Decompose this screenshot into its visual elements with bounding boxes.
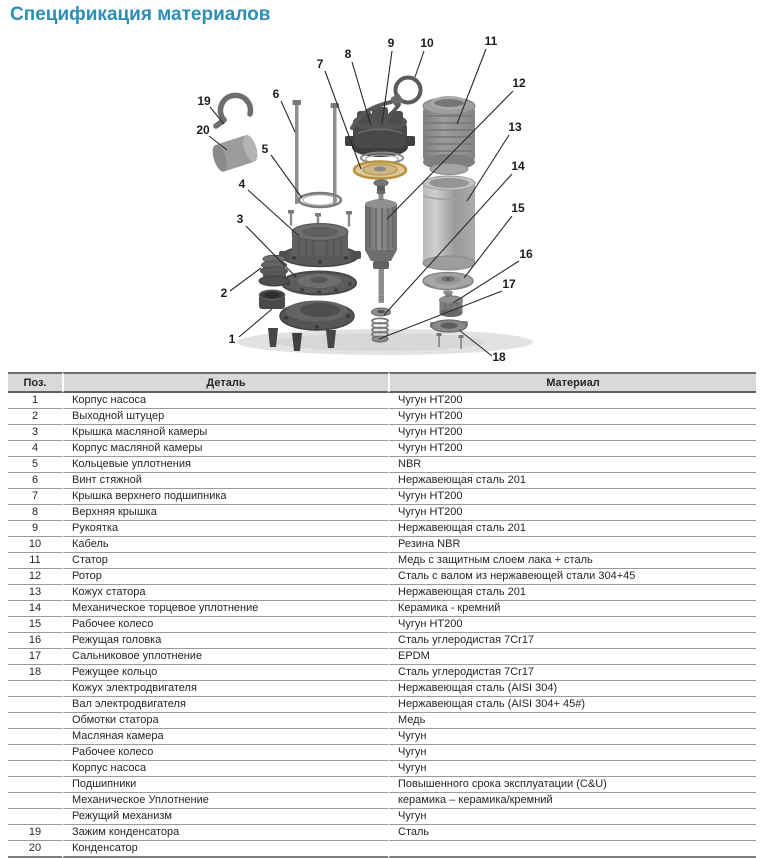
detail-cell: Рукоятка [62, 521, 388, 537]
detail-cell: Механическое торцевое уплотнение [62, 601, 388, 617]
table-row [8, 473, 756, 489]
pos-cell: 4 [8, 441, 62, 457]
table-row [8, 713, 756, 729]
pos-cell: 19 [8, 825, 62, 841]
pos-cell: 17 [8, 649, 62, 665]
material-cell: Чугун HT200 [388, 393, 756, 409]
detail-cell: Крышка верхнего подшипника [62, 489, 388, 505]
callout-number: 9 [387, 36, 395, 50]
oil-chamber-body-part [279, 224, 361, 267]
detail-cell: Корпус насоса [62, 393, 388, 409]
table-row [8, 777, 756, 793]
material-cell: Чугун HT200 [388, 425, 756, 441]
material-cell: Нержавеющая сталь 201 [388, 473, 756, 489]
callout-number: 2 [220, 286, 228, 300]
material-cell: Чугун [388, 729, 756, 745]
table-row [8, 793, 756, 809]
material-cell: Медь [388, 713, 756, 729]
pos-cell [8, 793, 62, 809]
material-cell: Нержавеющая сталь (AISI 304) [388, 681, 756, 697]
table-row [8, 441, 756, 457]
pos-cell [8, 681, 62, 697]
material-cell: Сталь [388, 825, 756, 841]
table-row [8, 601, 756, 617]
table-row [8, 569, 756, 585]
materials-table [8, 372, 756, 858]
material-cell: Нержавеющая сталь 201 [388, 585, 756, 601]
table-row [8, 553, 756, 569]
detail-cell: Ротор [62, 569, 388, 585]
pos-cell [8, 809, 62, 825]
oil-chamber-cover-part [282, 272, 356, 295]
detail-cell: Винт стяжной [62, 473, 388, 489]
table-row [8, 825, 756, 841]
table-row [8, 585, 756, 601]
pos-cell: 7 [8, 489, 62, 505]
callout-line [230, 268, 261, 291]
bearing-cover-disc-part [354, 162, 406, 195]
callout-number: 17 [502, 277, 516, 291]
callout-line [281, 101, 295, 132]
detail-cell: Рабочее колесо [62, 617, 388, 633]
callout-number: 15 [511, 201, 525, 215]
detail-cell: Механическое Уплотнение [62, 793, 388, 809]
outlet-fitting-part [259, 255, 289, 286]
pos-cell [8, 697, 62, 713]
table-row [8, 729, 756, 745]
detail-cell: Обмотки статора [62, 713, 388, 729]
mechanical-seal-part [372, 308, 391, 316]
callout-number: 6 [272, 87, 280, 101]
callout-number: 1 [228, 332, 236, 346]
callout-number: 14 [511, 159, 525, 173]
detail-cell: Масляная камера [62, 729, 388, 745]
material-cell: Повышенного срока эксплуатации (C&U) [388, 777, 756, 793]
callout-number: 7 [316, 57, 324, 71]
pos-cell: 16 [8, 633, 62, 649]
pos-cell: 18 [8, 665, 62, 681]
table-row [8, 409, 756, 425]
callout-number: 4 [238, 177, 246, 191]
detail-cell: Кожух статора [62, 585, 388, 601]
material-cell: Чугун HT200 [388, 409, 756, 425]
table-row [8, 841, 756, 858]
pos-cell: 3 [8, 425, 62, 441]
pos-cell [8, 761, 62, 777]
detail-cell: Подшипники [62, 777, 388, 793]
material-cell: Чугун HT200 [388, 489, 756, 505]
stator-part [423, 98, 475, 175]
callout-layer [196, 34, 533, 364]
detail-cell: Зажим конденсатора [62, 825, 388, 841]
material-cell: керамика – керамика/кремний [388, 793, 756, 809]
detail-cell: Режущая головка [62, 633, 388, 649]
pos-cell: 10 [8, 537, 62, 553]
detail-cell: Рабочее колесо [62, 745, 388, 761]
detail-cell: Конденсатор [62, 841, 388, 858]
callout-line [415, 51, 424, 77]
pos-cell [8, 729, 62, 745]
table-row [8, 537, 756, 553]
pos-cell: 1 [8, 393, 62, 409]
table-row [8, 489, 756, 505]
table-row [8, 745, 756, 761]
table-row [8, 521, 756, 537]
detail-cell: Кожух электродвигателя [62, 681, 388, 697]
pos-cell: 5 [8, 457, 62, 473]
detail-cell: Верхняя крышка [62, 505, 388, 521]
pos-cell: 2 [8, 409, 62, 425]
callout-number: 16 [519, 247, 533, 261]
col-header-material: Материал [388, 372, 756, 393]
callout-number: 3 [236, 212, 244, 226]
callout-number: 18 [492, 350, 506, 364]
material-cell: Нержавеющая сталь 201 [388, 521, 756, 537]
callout-number: 20 [196, 123, 210, 137]
material-cell: Сталь с валом из нержавеющей стали 304+45 [388, 569, 756, 585]
rotor-part [365, 194, 397, 303]
pos-cell: 9 [8, 521, 62, 537]
table-row [8, 457, 756, 473]
material-cell: Керамика - кремний [388, 601, 756, 617]
capacitor-part [210, 133, 260, 173]
material-cell [388, 841, 756, 858]
callout-number: 19 [197, 94, 211, 108]
pos-cell: 12 [8, 569, 62, 585]
pos-cell: 8 [8, 505, 62, 521]
table-row [8, 505, 756, 521]
table-row [8, 665, 756, 681]
detail-cell: Корпус насоса [62, 761, 388, 777]
material-cell: Чугун [388, 745, 756, 761]
table-header-row [8, 372, 756, 393]
callout-number: 13 [508, 120, 522, 134]
pump-exploded-diagram [0, 30, 764, 375]
col-header-pos: Поз. [8, 372, 62, 393]
table-row [8, 617, 756, 633]
table-row [8, 681, 756, 697]
material-cell: NBR [388, 457, 756, 473]
table-row [8, 697, 756, 713]
material-cell: Чугун HT200 [388, 505, 756, 521]
detail-cell: Крышка масляной камеры [62, 425, 388, 441]
table-row [8, 633, 756, 649]
spec-table-body [8, 393, 756, 858]
detail-cell: Выходной штуцер [62, 409, 388, 425]
pos-cell [8, 713, 62, 729]
detail-cell: Режущее кольцо [62, 665, 388, 681]
callout-line [239, 309, 272, 337]
material-cell: Чугун HT200 [388, 617, 756, 633]
material-cell: EPDM [388, 649, 756, 665]
pos-cell: 15 [8, 617, 62, 633]
material-cell: Нержавеющая сталь (AISI 304+ 45#) [388, 697, 756, 713]
material-cell: Медь с защитным слоем лака + сталь [388, 553, 756, 569]
material-cell: Резина NBR [388, 537, 756, 553]
detail-cell: Вал электродвигателя [62, 697, 388, 713]
detail-cell: Статор [62, 553, 388, 569]
table-row [8, 425, 756, 441]
table-row [8, 393, 756, 409]
detail-cell: Корпус масляной камеры [62, 441, 388, 457]
detail-cell: Сальниковое уплотнение [62, 649, 388, 665]
col-header-detail: Деталь [62, 372, 388, 393]
pos-cell: 11 [8, 553, 62, 569]
detail-cell: Кольцевые уплотнения [62, 457, 388, 473]
table-row [8, 809, 756, 825]
tie-bolts-part [293, 100, 340, 204]
detail-cell: Режущий механизм [62, 809, 388, 825]
callout-number: 11 [484, 34, 498, 48]
page-title: Спецификация материалов [10, 4, 271, 25]
pos-cell: 6 [8, 473, 62, 489]
pos-cell: 20 [8, 841, 62, 858]
pos-cell: 14 [8, 601, 62, 617]
table-row [8, 761, 756, 777]
callout-number: 12 [512, 76, 526, 90]
material-cell: Чугун [388, 761, 756, 777]
pos-cell [8, 745, 62, 761]
material-cell: Сталь углеродистая 7Cr17 [388, 633, 756, 649]
material-cell: Чугун [388, 809, 756, 825]
material-cell: Сталь углеродистая 7Cr17 [388, 665, 756, 681]
top-cover-part [345, 107, 415, 157]
callout-number: 8 [344, 47, 352, 61]
callout-number: 5 [261, 142, 269, 156]
material-cell: Чугун HT200 [388, 441, 756, 457]
pos-cell [8, 777, 62, 793]
table-row [8, 649, 756, 665]
pos-cell: 13 [8, 585, 62, 601]
callout-number: 10 [420, 36, 434, 50]
detail-cell: Кабель [62, 537, 388, 553]
